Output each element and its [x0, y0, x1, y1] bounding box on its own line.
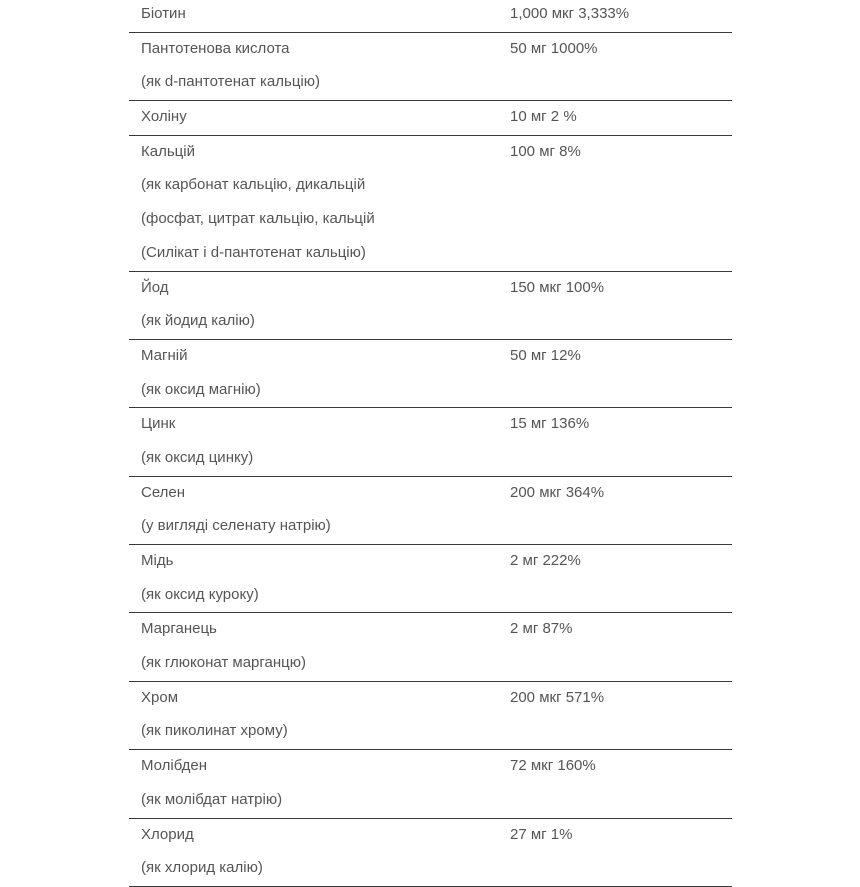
nutrient-amount: 100 мг 8%: [510, 142, 581, 160]
nutrient-amount: 50 мг 12%: [510, 346, 581, 364]
nutrient-row: [129, 136, 732, 272]
nutrient-amount: 200 мкг 364%: [510, 483, 605, 501]
nutrient-name: Цинк: [141, 415, 176, 433]
nutrient-amount: 50 мг 1000%: [510, 39, 598, 57]
nutrient-row: [129, 101, 732, 136]
nutrient-note: (як оксид магнію): [141, 380, 261, 398]
nutrient-note-line: [129, 305, 732, 339]
nutrient-amount: 2 мг 222%: [510, 552, 581, 569]
nutrient-note-line: [129, 169, 732, 203]
nutrient-amount: 2 мг 87%: [510, 620, 573, 638]
nutrient-note: (як d-пантотенат кальцію): [141, 73, 320, 91]
nutrient-note-line: [129, 852, 732, 886]
nutrient-note-line: [129, 647, 732, 681]
nutrient-note: (як пиколинат хрому): [141, 722, 288, 740]
nutrient-row: [129, 0, 732, 33]
nutrient-row: [129, 682, 732, 750]
nutrient-main-line: [129, 272, 732, 306]
nutrient-amount: 27 мг 1%: [510, 825, 573, 843]
nutrient-note: (як оксид куроку): [141, 585, 259, 603]
nutrient-row: [129, 613, 732, 681]
nutrient-note-line: [129, 784, 732, 818]
nutrient-note: (як оксид цинку): [141, 448, 254, 466]
nutrient-name: Кальцій: [141, 142, 195, 160]
nutrient-amount: 15 мг 136%: [510, 415, 590, 433]
nutrient-main-line: [129, 545, 732, 579]
nutrient-amount: 1,000 мкг 3,333%: [510, 5, 630, 22]
nutrient-name: Магній: [141, 346, 188, 364]
nutrient-row: [129, 750, 732, 818]
nutrient-amount: 10 мг 2 %: [510, 108, 577, 126]
nutrient-row: [129, 340, 732, 408]
nutrient-note-line: [129, 442, 732, 476]
nutrient-row: [129, 33, 732, 101]
nutrient-name: Йод: [141, 278, 169, 296]
nutrient-name: Марганець: [141, 620, 217, 638]
nutrient-note: (фосфат, цитрат кальцію, кальцій: [141, 210, 375, 228]
nutrient-name: Мідь: [141, 552, 174, 569]
nutrient-note-line: [129, 66, 732, 100]
nutrient-main-line: [129, 101, 732, 135]
nutrient-main-line: [129, 0, 732, 32]
nutrient-note: (як глюконат марганцю): [141, 654, 306, 672]
nutrient-name: Молібден: [141, 757, 208, 775]
nutrient-note-line: [129, 203, 732, 237]
nutrient-note: (як молібдат натрію): [141, 790, 283, 808]
nutrient-name: Пантотенова кислота: [141, 39, 290, 57]
nutrient-amount: 150 мкг 100%: [510, 278, 605, 296]
nutrient-main-line: [129, 340, 732, 374]
nutrient-note-line: [129, 579, 732, 613]
nutrient-note: (Силікат і d-пантотенат кальцію): [141, 243, 366, 261]
nutrient-note: (як карбонат кальцію, дикальцій: [141, 176, 366, 194]
nutrient-note-line: [129, 715, 732, 749]
nutrient-main-line: [129, 613, 732, 647]
nutrient-main-line: [129, 750, 732, 784]
nutrient-name: Хром: [141, 688, 179, 706]
nutrient-name: Селен: [141, 483, 186, 501]
nutrient-name: Біотин: [141, 5, 186, 22]
nutrient-row: [129, 477, 732, 545]
nutrient-row: [129, 272, 732, 340]
nutrient-main-line: [129, 33, 732, 67]
nutrient-main-line: [129, 477, 732, 511]
nutrient-row: [129, 408, 732, 476]
nutrient-note-line: [129, 510, 732, 544]
nutrient-note-line: [129, 237, 732, 271]
nutrient-amount: 200 мкг 571%: [510, 688, 605, 706]
nutrient-note-line: [129, 374, 732, 408]
nutrient-main-line: [129, 136, 732, 170]
nutrient-table: [129, 0, 732, 887]
nutrient-main-line: [129, 819, 732, 853]
nutrient-note: (як хлорид калію): [141, 859, 263, 877]
nutrient-main-line: [129, 682, 732, 716]
nutrient-amount: 72 мкг 160%: [510, 757, 596, 775]
nutrient-note: (у вигляді селенату натрію): [141, 517, 331, 535]
nutrient-row: [129, 819, 732, 887]
nutrient-main-line: [129, 408, 732, 442]
nutrient-row: [129, 545, 732, 613]
nutrient-note: (як йодид калію): [141, 312, 255, 330]
nutrient-name: Хлорид: [141, 825, 194, 843]
nutrient-name: Холіну: [141, 108, 187, 126]
